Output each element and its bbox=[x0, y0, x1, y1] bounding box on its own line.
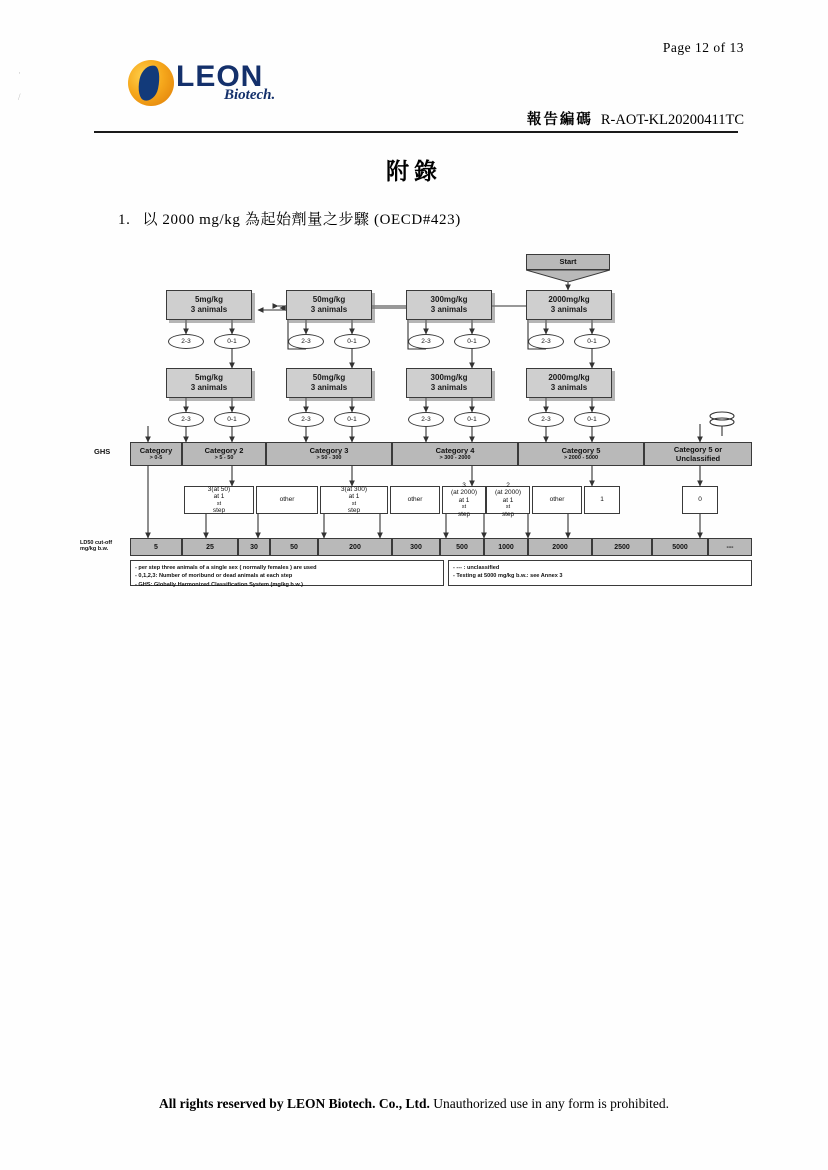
ghs-category-5 bbox=[518, 442, 644, 466]
leon-biotech-logo bbox=[128, 58, 298, 110]
header-divider bbox=[94, 131, 738, 133]
decision-box-1: 3(at 50) at 1 st step bbox=[184, 486, 254, 514]
dose-box-row1-1 bbox=[166, 290, 252, 320]
cutoff-value-8: 1000 bbox=[484, 538, 528, 556]
notes-right bbox=[448, 560, 752, 586]
animals-label: 3 animals bbox=[550, 383, 588, 392]
ghs-axis-label: GHS bbox=[94, 447, 111, 456]
notes-left bbox=[130, 560, 444, 586]
cutoff-value-3: 30 bbox=[238, 538, 270, 556]
dose-label: 2000mg/kg bbox=[548, 373, 590, 382]
animals-label: 3 animals bbox=[190, 383, 228, 392]
category-name: Category 2 bbox=[204, 446, 244, 456]
scan-artifact-top: · bbox=[18, 68, 21, 78]
branch-pill-2-3: 2-3 bbox=[168, 412, 204, 427]
category-range: Unclassified bbox=[675, 454, 721, 463]
branch-pill-2-3: 2-3 bbox=[528, 334, 564, 349]
cutoff-value-12: --- bbox=[708, 538, 752, 556]
dose-box-row2-4 bbox=[526, 368, 612, 398]
branch-pill-0-1: 0-1 bbox=[574, 412, 610, 427]
branch-pill-0-1: 0-1 bbox=[334, 334, 370, 349]
dose-label: 50mg/kg bbox=[312, 373, 346, 382]
decision-box-5: 3 (at 2000) at 1 st step bbox=[442, 486, 486, 514]
animals-label: 3 animals bbox=[310, 305, 348, 314]
decision-box-3: 3(at 300) at 1 st step bbox=[320, 486, 388, 514]
cutoff-value-6: 300 bbox=[392, 538, 440, 556]
logo-swoosh-icon bbox=[128, 60, 174, 106]
page-number: Page 12 of 13 bbox=[662, 40, 744, 55]
category-range: > 300 - 2000 bbox=[439, 455, 471, 462]
cutoff-value-11: 5000 bbox=[652, 538, 708, 556]
cutoff-value-5: 200 bbox=[318, 538, 392, 556]
decision-box-6: 2 (at 2000) at 1 st step bbox=[486, 486, 530, 514]
ghs-category-2 bbox=[182, 442, 266, 466]
decision-box-7: other bbox=[532, 486, 582, 514]
dose-label: 5mg/kg bbox=[194, 373, 223, 382]
cutoff-value-9: 2000 bbox=[528, 538, 592, 556]
section-item bbox=[118, 208, 461, 229]
dose-box-row1-4 bbox=[526, 290, 612, 320]
note-line: - per step three animals of a single sex ( normally females ) are used bbox=[135, 565, 317, 571]
note-line: - GHS: Globally Harmonized Classification System (mg/kg b.w.) bbox=[135, 581, 303, 588]
report-code-label: 報告編碼 bbox=[526, 112, 593, 128]
decision-box-4: other bbox=[390, 486, 440, 514]
logo-wordmark: LEON bbox=[176, 60, 264, 93]
dose-label: 50mg/kg bbox=[312, 295, 346, 304]
category-name: Category 3 bbox=[309, 446, 349, 456]
animals-label: 3 animals bbox=[550, 305, 588, 314]
cutoff-value-10: 2500 bbox=[592, 538, 652, 556]
category-range: > 0-5 bbox=[149, 455, 163, 462]
category-name: Category 5 bbox=[561, 446, 601, 456]
decision-box-2: other bbox=[256, 486, 318, 514]
branch-pill-0-1: 0-1 bbox=[454, 412, 490, 427]
logo-subtext: Biotech. bbox=[224, 87, 276, 103]
footer-notice: Unauthorized use in any form is prohibited. bbox=[429, 1096, 670, 1111]
dose-label: 300mg/kg bbox=[430, 373, 468, 382]
item-number: 1. bbox=[118, 212, 131, 228]
branch-pill-0-1: 0-1 bbox=[334, 412, 370, 427]
ghs-category-4 bbox=[392, 442, 518, 466]
category-range: > 5 - 50 bbox=[214, 455, 234, 462]
footer-rights: All rights reserved by LEON Biotech. Co., Ltd. bbox=[158, 1096, 430, 1111]
cutoff-value-4: 50 bbox=[270, 538, 318, 556]
category-name: Category 5 or bbox=[673, 445, 723, 454]
ghs-category-3 bbox=[266, 442, 392, 466]
note-line: - Testing at 5000 mg/kg b.w.: see Annex 3 bbox=[453, 573, 563, 580]
oecd-423-flow-diagram bbox=[80, 246, 752, 588]
branch-pill-2-3: 2-3 bbox=[288, 334, 324, 349]
page-footer bbox=[0, 1096, 828, 1112]
branch-pill-2-3: 2-3 bbox=[408, 412, 444, 427]
ld50-cutoff-axis-label: LD50 cut-off mg/kg b.w. bbox=[80, 540, 113, 553]
start-arrow-icon bbox=[526, 270, 610, 282]
category-name: Category bbox=[139, 446, 173, 456]
animals-label: 3 animals bbox=[310, 383, 348, 392]
category-range: > 2000 - 5000 bbox=[563, 455, 599, 462]
ghs-category-1 bbox=[130, 442, 182, 466]
start-ribbon: Start bbox=[526, 254, 610, 270]
dose-label: 2000mg/kg bbox=[548, 295, 590, 304]
branch-pill-2-3: 2-3 bbox=[528, 412, 564, 427]
branch-pill-2-3: 2-3 bbox=[408, 334, 444, 349]
category-name: Category 4 bbox=[435, 446, 475, 456]
dose-label: 5mg/kg bbox=[194, 295, 223, 304]
cutoff-value-2: 25 bbox=[182, 538, 238, 556]
branch-pill-2-3: 2-3 bbox=[168, 334, 204, 349]
ghs-category-unclassified bbox=[644, 442, 752, 466]
decision-box-9: 0 bbox=[682, 486, 718, 514]
cutoff-value-1: 5 bbox=[130, 538, 182, 556]
scan-artifact-bottom: / bbox=[18, 92, 21, 102]
branch-pill-0-1: 0-1 bbox=[214, 412, 250, 427]
note-line: - 0,1,2,3: Number of moribund or dead animals at each step bbox=[135, 573, 293, 580]
branch-pill-0-1: 0-1 bbox=[574, 334, 610, 349]
decision-box-8: 1 bbox=[584, 486, 620, 514]
dose-box-row2-3 bbox=[406, 368, 492, 398]
dose-label: 300mg/kg bbox=[430, 295, 468, 304]
cutoff-value-7: 500 bbox=[440, 538, 484, 556]
branch-pill-2-3: 2-3 bbox=[288, 412, 324, 427]
branch-pill-0-1: 0-1 bbox=[214, 334, 250, 349]
dose-box-row1-2 bbox=[286, 290, 372, 320]
dose-box-row2-1 bbox=[166, 368, 252, 398]
animals-label: 3 animals bbox=[430, 305, 468, 314]
page-title: 附錄 bbox=[386, 159, 442, 184]
animals-label: 3 animals bbox=[430, 383, 468, 392]
category-range: > 50 - 300 bbox=[316, 455, 342, 462]
dose-box-row2-2 bbox=[286, 368, 372, 398]
dose-box-row1-3 bbox=[406, 290, 492, 320]
report-code-value: R-AOT-KL20200411TC bbox=[600, 112, 744, 128]
branch-pill-0-1: 0-1 bbox=[454, 334, 490, 349]
animals-label: 3 animals bbox=[190, 305, 228, 314]
report-code-line bbox=[527, 108, 744, 129]
item-text: 以 2000 mg/kg 為起始劑量之步驟 (OECD#423) bbox=[142, 212, 461, 228]
note-line: - --- : unclassified bbox=[453, 565, 500, 571]
